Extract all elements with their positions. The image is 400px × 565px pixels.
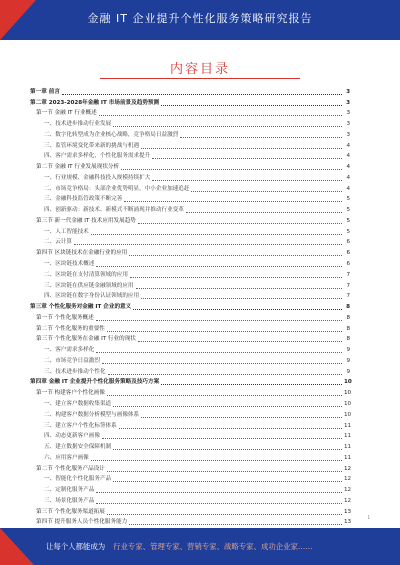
toc-entry-title: 一、行业规模、金融科技投入规模持续扩大 (44, 174, 151, 181)
toc-entry[interactable] (30, 333, 350, 344)
toc-leader-dots (96, 492, 342, 493)
page-number-mark: 1 (367, 515, 370, 520)
toc-entry-page: 12 (344, 487, 352, 494)
footer-banner (0, 528, 400, 565)
toc-entry[interactable] (30, 386, 350, 397)
toc-leader-dots (108, 374, 342, 375)
toc-entry-page: 4 (346, 164, 350, 171)
toc-entry[interactable] (30, 300, 350, 311)
toc-leader-dots (107, 471, 342, 472)
toc-leader-dots (107, 395, 342, 396)
toc-entry-title: 四、区块链在数字身份认证领域的应用 (44, 293, 140, 300)
toc-entry-page: 6 (346, 250, 350, 257)
toc-entry-title: 三、场景化服务产品 (44, 497, 95, 504)
toc-entry-page: 4 (346, 174, 350, 181)
toc-entry-title: 二、市场竞争格局：头部企业优势明显，中小企业加速追赶 (44, 185, 190, 192)
toc-entry[interactable] (30, 236, 350, 247)
toc-entry-page: 6 (346, 261, 350, 268)
toc-entry[interactable] (30, 494, 350, 505)
toc-entry[interactable] (30, 225, 350, 236)
toc-entry-title: 一、技术进步推动行业发展 (44, 121, 112, 128)
toc-leader-dots (91, 234, 342, 235)
toc-leader-dots (113, 406, 342, 407)
toc-leader-dots (102, 363, 342, 364)
toc-leader-dots (141, 298, 342, 299)
toc-leader-dots (107, 514, 342, 515)
toc-entry[interactable] (30, 117, 350, 128)
toc-entry-page: 12 (344, 476, 352, 483)
toc-leader-dots (141, 148, 342, 149)
toc-leader-dots (133, 309, 342, 310)
toc-leader-dots (180, 137, 342, 138)
toc-leader-dots (102, 438, 342, 439)
toc-entry-page: 8 (346, 314, 350, 321)
toc-leader-dots (113, 481, 342, 482)
toc-entry[interactable] (30, 160, 350, 171)
toc-entry[interactable] (30, 182, 350, 193)
toc-entry-title: 二、区块链在支付清算领域的应用 (44, 271, 128, 278)
toc-entry-page: 8 (346, 336, 350, 343)
toc-entry[interactable] (30, 408, 350, 419)
toc-entry-title: 第二节 金融 IT 行业发展现状分析 (36, 164, 120, 171)
toc-entry[interactable] (30, 203, 350, 214)
toc-leader-dots (121, 169, 342, 170)
toc-entry-page: 13 (344, 519, 352, 526)
toc-entry-title: 六、应用客户画像 (44, 454, 89, 461)
toc-leader-dots (107, 331, 342, 332)
toc-leader-dots (130, 277, 342, 278)
toc-entry-page: 11 (344, 454, 352, 461)
report-title: 金融 IT 企业提升个性化服务策略研究报告 (87, 12, 313, 25)
toc-entry[interactable] (30, 150, 350, 161)
toc-entry[interactable] (30, 96, 350, 107)
toc-leader-dots (152, 180, 342, 181)
toc-entry-title: 第四章 金融 IT 企业提升个性化服务策略及技巧方案 (30, 379, 160, 386)
toc-entry[interactable] (30, 85, 350, 96)
toc-leader-dots (138, 341, 342, 342)
toc-entry-page: 8 (346, 325, 350, 332)
toc-entry-title: 第二节 个性化服务的重要性 (36, 325, 105, 332)
toc-entry[interactable] (30, 246, 350, 257)
toc-entry-page: 10 (344, 411, 352, 418)
toc-entry-title: 第四节 提升服务人员个性化服务能力 (36, 519, 128, 526)
header-banner (0, 0, 400, 40)
toc-leader-dots (113, 126, 342, 127)
toc-heading-underline (100, 78, 300, 79)
toc-entry-page: 7 (346, 282, 350, 289)
toc-entry-title: 三、建立客户个性化标签体系 (44, 422, 117, 429)
toc-leader-dots (96, 352, 342, 353)
toc-entry[interactable] (30, 354, 350, 365)
toc-leader-dots (113, 449, 342, 450)
toc-entry[interactable] (30, 462, 350, 473)
footer-slogan (46, 541, 313, 552)
toc-leader-dots (152, 158, 342, 159)
toc-entry-title: 三、监管环境变化带来新的挑战与机遇 (44, 142, 140, 149)
toc-entry[interactable] (30, 451, 350, 462)
toc-leader-dots (161, 105, 342, 106)
toc-leader-dots (96, 503, 342, 504)
toc-leader-dots (129, 524, 342, 525)
toc-entry-page: 11 (344, 444, 352, 451)
toc-entry-page: 5 (346, 207, 350, 214)
toc-entry-title: 五、建立数据安全保障机制 (44, 444, 112, 451)
toc-leader-dots (124, 201, 342, 202)
toc-entry-page: 9 (346, 357, 350, 364)
toc-entry-title: 四、动态更新客户画像 (44, 433, 100, 440)
toc-entry-title: 第三节 个性化服务渠道拓展 (36, 508, 105, 515)
toc-leader-dots (99, 115, 342, 116)
toc-entry[interactable] (30, 290, 350, 301)
toc-leader-dots (119, 428, 342, 429)
toc-entry-title: 二、市场竞争日益激烈 (44, 357, 100, 364)
toc-leader-dots (136, 288, 342, 289)
toc-entry-title: 一、人工智能技术 (44, 228, 89, 235)
toc-entry-page: 4 (346, 142, 350, 149)
toc-leader-dots (141, 417, 342, 418)
toc-entry-page: 13 (344, 508, 352, 515)
toc-entry[interactable] (30, 440, 350, 451)
toc-entry-title: 三、金融科技监管政策不断完善 (44, 196, 123, 203)
toc-entry-page: 9 (346, 347, 350, 354)
toc-entry-title: 一、建立客户数据收集渠道 (44, 400, 112, 407)
toc-entry-page: 12 (344, 465, 352, 472)
toc-entry[interactable] (30, 430, 350, 441)
toc-leader-dots (161, 384, 342, 385)
toc-leader-dots (138, 223, 342, 224)
toc-entry[interactable] (30, 419, 350, 430)
toc-entry[interactable] (30, 516, 350, 527)
toc-entry[interactable] (30, 483, 350, 494)
toc-leader-dots (186, 212, 342, 213)
toc-leader-dots (191, 191, 342, 192)
toc-entry[interactable] (30, 193, 350, 204)
toc-entry[interactable] (30, 365, 350, 376)
toc-entry-page: 10 (344, 379, 352, 386)
toc-entry-title: 第一节 个性化服务概述 (36, 314, 94, 321)
toc-entry[interactable] (30, 139, 350, 150)
table-of-contents (30, 85, 350, 526)
toc-leader-dots (91, 460, 342, 461)
toc-entry-page: 5 (346, 228, 350, 235)
toc-entry-title: 二、数字化转型成为企业核心战略，竞争格局日益激烈 (44, 131, 179, 138)
toc-entry-page: 10 (344, 400, 352, 407)
toc-entry-page: 3 (346, 121, 350, 128)
toc-entry[interactable] (30, 257, 350, 268)
toc-entry[interactable] (30, 473, 350, 484)
toc-entry-page: 9 (346, 368, 350, 375)
toc-entry-title: 二、云计算 (44, 239, 72, 246)
footer-red-corner (0, 528, 34, 565)
toc-entry-title: 第四节 区块链技术在金融行业的应用 (36, 250, 128, 257)
toc-entry-page: 3 (346, 88, 350, 95)
toc-leader-dots (74, 244, 342, 245)
toc-entry-page: 8 (346, 304, 350, 311)
footer-lead: 让每个人都能成为 (46, 542, 106, 551)
toc-entry-page: 6 (346, 239, 350, 246)
toc-entry-page: 7 (346, 271, 350, 278)
toc-leader-dots (129, 255, 342, 256)
toc-entry-page: 4 (346, 185, 350, 192)
toc-entry-page: 4 (346, 153, 350, 160)
toc-entry-title: 三、区块链在供应链金融领域的应用 (44, 282, 134, 289)
toc-entry-page: 10 (344, 390, 352, 397)
toc-entry-page: 5 (346, 196, 350, 203)
toc-entry-page: 11 (344, 433, 352, 440)
toc-entry-title: 第三节 个性化服务在金融 IT 行业的现状 (36, 336, 136, 343)
toc-entry[interactable] (30, 214, 350, 225)
toc-entry-title: 二、定制化服务产品 (44, 487, 95, 494)
toc-entry-title: 一、智能化个性化服务产品 (44, 476, 112, 483)
toc-entry-title: 一、客户需求多样化 (44, 347, 95, 354)
toc-heading: 内容目录 (169, 62, 230, 77)
toc-entry[interactable] (30, 279, 350, 290)
toc-entry-title: 二、构建客户数据分析模型与画像体系 (44, 411, 140, 418)
toc-entry-title: 第一节 构建客户个性化画像 (36, 390, 105, 397)
toc-entry[interactable] (30, 343, 350, 354)
toc-entry[interactable] (30, 107, 350, 118)
toc-leader-dots (62, 94, 342, 95)
toc-entry[interactable] (30, 268, 350, 279)
toc-leader-dots (96, 320, 342, 321)
toc-entry[interactable] (30, 397, 350, 408)
footer-tagline: 行业专家、管理专家、营销专家、战略专家、成功企业家…… (113, 542, 313, 551)
toc-entry-page: 12 (344, 497, 352, 504)
toc-entry[interactable] (30, 128, 350, 139)
toc-entry-page: 5 (346, 217, 350, 224)
toc-entry-page: 11 (344, 422, 352, 429)
toc-entry-title: 一、区块链技术概述 (44, 261, 95, 268)
toc-entry[interactable] (30, 376, 350, 387)
toc-entry-page: 3 (346, 110, 350, 117)
toc-leader-dots (96, 266, 342, 267)
toc-entry-title: 第二节 个性化服务产品设计 (36, 465, 105, 472)
toc-entry[interactable] (30, 171, 350, 182)
toc-entry[interactable] (30, 505, 350, 516)
toc-entry-title: 第二章 2023-2028年金融 IT 市场前景及趋势预测 (30, 99, 160, 106)
toc-entry-page: 7 (346, 293, 350, 300)
toc-entry-title: 四、创新驱动：新技术、新模式不断涌现并推动行业变革 (44, 207, 184, 214)
toc-entry-title: 三、技术进步推动个性化 (44, 368, 106, 375)
toc-entry-title: 第三章 个性化服务对金融 IT 企业的意义 (30, 304, 132, 311)
toc-entry-title: 第一节 金融 IT 行业概述 (36, 110, 97, 117)
toc-entry-title: 第三节 新一代金融 IT 技术应用发展趋势 (36, 217, 136, 224)
toc-entry-page: 3 (346, 99, 350, 106)
toc-entry[interactable] (30, 322, 350, 333)
toc-entry[interactable] (30, 311, 350, 322)
toc-entry-title: 四、客户需求多样化，个性化服务需求提升 (44, 153, 151, 160)
toc-entry-page: 3 (346, 131, 350, 138)
toc-entry-title: 第一章 前言 (30, 88, 60, 95)
